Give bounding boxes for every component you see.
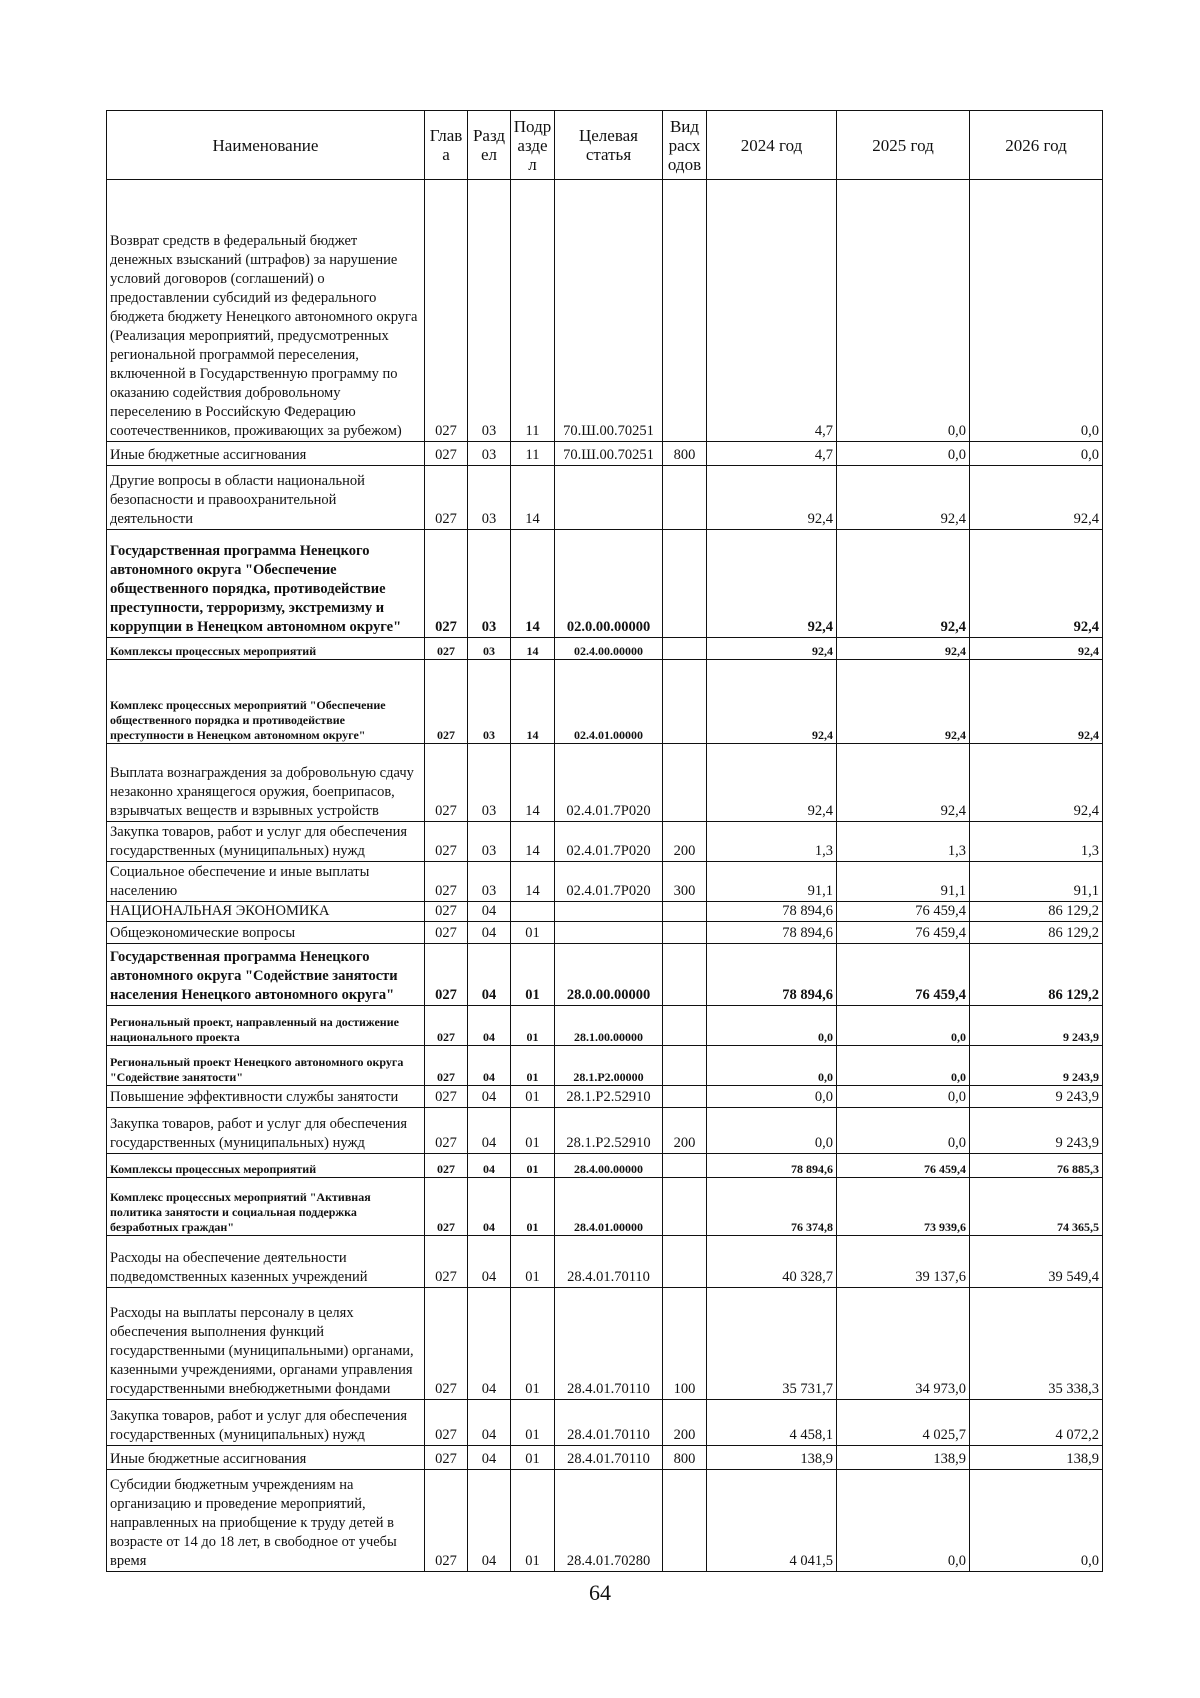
row-podrazdel: 01 [511, 1086, 555, 1108]
row-2025-value: 138,9 [837, 1446, 970, 1470]
row-podrazdel: 11 [511, 442, 555, 466]
row-2025-value: 76 459,4 [837, 902, 970, 922]
row-2024-value: 0,0 [707, 1086, 837, 1108]
row-glava: 027 [425, 822, 468, 862]
row-podrazdel: 14 [511, 466, 555, 530]
row-name: Расходы на обеспечение деятельности подведомственных казенных учреждений [107, 1236, 425, 1288]
row-2026-value: 92,4 [970, 744, 1103, 822]
table-row [107, 1154, 1103, 1178]
budget-table [106, 110, 1103, 1572]
row-2024-value: 4,7 [707, 180, 837, 442]
row-2026-value: 1,3 [970, 822, 1103, 862]
table-body [107, 180, 1103, 1572]
row-2026-value: 9 243,9 [970, 1108, 1103, 1154]
row-2024-value: 91,1 [707, 862, 837, 902]
row-name: Комплекс процессных мероприятий "Активная политика занятости и социальная поддержка безработных граждан" [107, 1178, 425, 1236]
row-2025-value: 0,0 [837, 1046, 970, 1086]
table-row [107, 1400, 1103, 1446]
row-razdel: 03 [468, 180, 511, 442]
table-row [107, 1288, 1103, 1400]
row-name: Комплекс процессных мероприятий "Обеспечение общественного порядка и противодействие преступности в Ненецком автономном округе" [107, 660, 425, 744]
row-target: 02.4.01.7Р020 [555, 862, 663, 902]
row-2025-value: 92,4 [837, 638, 970, 660]
row-2026-value: 86 129,2 [970, 922, 1103, 944]
row-glava: 027 [425, 922, 468, 944]
row-razdel: 04 [468, 1288, 511, 1400]
row-2026-value: 9 243,9 [970, 1086, 1103, 1108]
row-name: Другие вопросы в области национальной безопасности и правоохранительной деятельности [107, 466, 425, 530]
row-2026-value: 74 365,5 [970, 1178, 1103, 1236]
table-row [107, 660, 1103, 744]
row-razdel: 04 [468, 1446, 511, 1470]
row-glava: 027 [425, 1086, 468, 1108]
row-glava: 027 [425, 862, 468, 902]
row-vid [663, 1470, 707, 1572]
row-target: 70.Ш.00.70251 [555, 442, 663, 466]
row-glava: 027 [425, 1470, 468, 1572]
row-2025-value: 4 025,7 [837, 1400, 970, 1446]
row-razdel: 04 [468, 1046, 511, 1086]
table-row [107, 1108, 1103, 1154]
row-podrazdel: 01 [511, 1108, 555, 1154]
row-razdel: 03 [468, 862, 511, 902]
row-2024-value: 92,4 [707, 744, 837, 822]
header-target: Целевая статья [555, 111, 663, 180]
row-target: 28.1.Р2.00000 [555, 1046, 663, 1086]
row-glava: 027 [425, 1288, 468, 1400]
row-razdel: 04 [468, 1178, 511, 1236]
row-name: Комплексы процессных мероприятий [107, 1154, 425, 1178]
table-row [107, 944, 1103, 1006]
row-podrazdel: 01 [511, 1006, 555, 1046]
row-glava: 027 [425, 944, 468, 1006]
row-glava: 027 [425, 1178, 468, 1236]
row-name: Комплексы процессных мероприятий [107, 638, 425, 660]
row-2025-value: 92,4 [837, 530, 970, 638]
row-2024-value: 4 458,1 [707, 1400, 837, 1446]
row-vid [663, 1046, 707, 1086]
row-target: 28.1.Р2.52910 [555, 1086, 663, 1108]
row-razdel: 04 [468, 1154, 511, 1178]
row-2024-value: 138,9 [707, 1446, 837, 1470]
row-target: 28.4.01.70110 [555, 1400, 663, 1446]
row-vid: 200 [663, 1108, 707, 1154]
header-glava: Глав а [425, 111, 468, 180]
row-2024-value: 4,7 [707, 442, 837, 466]
table-row [107, 1086, 1103, 1108]
row-vid [663, 530, 707, 638]
row-target: 28.1.00.00000 [555, 1006, 663, 1046]
row-name: НАЦИОНАЛЬНАЯ ЭКОНОМИКА [107, 902, 425, 922]
row-podrazdel: 01 [511, 944, 555, 1006]
table-row [107, 1470, 1103, 1572]
row-podrazdel: 01 [511, 1046, 555, 1086]
row-razdel: 04 [468, 1236, 511, 1288]
row-razdel: 04 [468, 1006, 511, 1046]
row-target: 28.4.01.70110 [555, 1446, 663, 1470]
row-podrazdel: 14 [511, 744, 555, 822]
row-target: 28.4.01.70110 [555, 1288, 663, 1400]
row-2026-value: 92,4 [970, 660, 1103, 744]
row-podrazdel: 14 [511, 638, 555, 660]
row-2026-value: 0,0 [970, 180, 1103, 442]
row-name: Расходы на выплаты персоналу в целях обеспечения выполнения функций государственными (муниципальными) органами, казенными учреждениями, органами управления государственными внебюджетными фондами [107, 1288, 425, 1400]
table-row [107, 180, 1103, 442]
row-glava: 027 [425, 902, 468, 922]
row-vid [663, 1154, 707, 1178]
row-name: Закупка товаров, работ и услуг для обеспечения государственных (муниципальных) нужд [107, 1400, 425, 1446]
row-target: 28.4.01.00000 [555, 1178, 663, 1236]
table-row [107, 1006, 1103, 1046]
table-row [107, 902, 1103, 922]
row-2026-value: 92,4 [970, 530, 1103, 638]
row-name: Социальное обеспечение и иные выплаты населению [107, 862, 425, 902]
row-2026-value: 91,1 [970, 862, 1103, 902]
row-podrazdel: 14 [511, 530, 555, 638]
row-2026-value: 86 129,2 [970, 902, 1103, 922]
row-podrazdel: 01 [511, 1154, 555, 1178]
table-row [107, 442, 1103, 466]
row-razdel: 03 [468, 638, 511, 660]
row-target: 28.4.01.70110 [555, 1236, 663, 1288]
header-2024: 2024 год [707, 111, 837, 180]
row-2025-value: 76 459,4 [837, 1154, 970, 1178]
row-2026-value: 76 885,3 [970, 1154, 1103, 1178]
row-2024-value: 92,4 [707, 638, 837, 660]
row-glava: 027 [425, 1046, 468, 1086]
row-2024-value: 78 894,6 [707, 902, 837, 922]
row-glava: 027 [425, 660, 468, 744]
row-razdel: 04 [468, 1470, 511, 1572]
header-2026: 2026 год [970, 111, 1103, 180]
row-razdel: 03 [468, 466, 511, 530]
header-podrazdel: Подр азде л [511, 111, 555, 180]
row-2026-value: 4 072,2 [970, 1400, 1103, 1446]
table-header-row [107, 111, 1103, 180]
table-row [107, 1178, 1103, 1236]
row-razdel: 04 [468, 922, 511, 944]
row-glava: 027 [425, 744, 468, 822]
row-2025-value: 0,0 [837, 180, 970, 442]
row-2024-value: 92,4 [707, 660, 837, 744]
row-2026-value: 92,4 [970, 466, 1103, 530]
row-podrazdel: 01 [511, 1400, 555, 1446]
row-name: Государственная программа Ненецкого автономного округа "Содействие занятости населения Ненецкого автономного округа" [107, 944, 425, 1006]
row-2025-value: 39 137,6 [837, 1236, 970, 1288]
row-2025-value: 0,0 [837, 1006, 970, 1046]
row-glava: 027 [425, 180, 468, 442]
row-2026-value: 35 338,3 [970, 1288, 1103, 1400]
row-2025-value: 91,1 [837, 862, 970, 902]
row-name: Закупка товаров, работ и услуг для обеспечения государственных (муниципальных) нужд [107, 822, 425, 862]
row-vid [663, 638, 707, 660]
row-2025-value: 92,4 [837, 466, 970, 530]
row-target: 70.Ш.00.70251 [555, 180, 663, 442]
row-glava: 027 [425, 1400, 468, 1446]
row-2024-value: 78 894,6 [707, 922, 837, 944]
row-2026-value: 138,9 [970, 1446, 1103, 1470]
table-row [107, 530, 1103, 638]
row-vid [663, 1236, 707, 1288]
row-glava: 027 [425, 638, 468, 660]
row-2026-value: 0,0 [970, 442, 1103, 466]
row-vid [663, 466, 707, 530]
row-name: Иные бюджетные ассигнования [107, 442, 425, 466]
row-glava: 027 [425, 1006, 468, 1046]
row-razdel: 03 [468, 822, 511, 862]
row-target: 28.4.00.00000 [555, 1154, 663, 1178]
row-name: Общеэкономические вопросы [107, 922, 425, 944]
row-razdel: 03 [468, 530, 511, 638]
row-vid [663, 660, 707, 744]
row-target: 28.4.01.70280 [555, 1470, 663, 1572]
table-row [107, 822, 1103, 862]
row-vid [663, 944, 707, 1006]
table-row [107, 862, 1103, 902]
table-row [107, 1446, 1103, 1470]
row-2024-value: 1,3 [707, 822, 837, 862]
row-podrazdel: 11 [511, 180, 555, 442]
row-glava: 027 [425, 1154, 468, 1178]
row-podrazdel [511, 902, 555, 922]
row-2025-value: 0,0 [837, 1108, 970, 1154]
row-2024-value: 78 894,6 [707, 944, 837, 1006]
row-podrazdel: 01 [511, 922, 555, 944]
row-razdel: 03 [468, 442, 511, 466]
row-podrazdel: 14 [511, 862, 555, 902]
row-target: 02.4.00.00000 [555, 638, 663, 660]
row-name: Выплата вознаграждения за добровольную сдачу незаконно хранящегося оружия, боеприпасов, взрывчатых веществ и взрывных устройств [107, 744, 425, 822]
row-2024-value: 4 041,5 [707, 1470, 837, 1572]
row-glava: 027 [425, 466, 468, 530]
row-name: Государственная программа Ненецкого автономного округа "Обеспечение общественного порядка, противодействие преступности, терроризму, экстремизму и коррупции в Ненецком автономном округе" [107, 530, 425, 638]
row-podrazdel: 01 [511, 1288, 555, 1400]
row-2024-value: 92,4 [707, 530, 837, 638]
row-2025-value: 0,0 [837, 442, 970, 466]
row-2024-value: 76 374,8 [707, 1178, 837, 1236]
row-target [555, 902, 663, 922]
row-vid: 300 [663, 862, 707, 902]
row-2025-value: 92,4 [837, 744, 970, 822]
row-2024-value: 0,0 [707, 1108, 837, 1154]
row-vid: 200 [663, 1400, 707, 1446]
header-vid: Вид расх одов [663, 111, 707, 180]
row-target: 02.4.01.7Р020 [555, 744, 663, 822]
row-2026-value: 9 243,9 [970, 1046, 1103, 1086]
row-target: 02.4.01.00000 [555, 660, 663, 744]
row-razdel: 04 [468, 1086, 511, 1108]
row-name: Закупка товаров, работ и услуг для обеспечения государственных (муниципальных) нужд [107, 1108, 425, 1154]
row-razdel: 03 [468, 660, 511, 744]
row-podrazdel: 01 [511, 1178, 555, 1236]
row-podrazdel: 14 [511, 822, 555, 862]
row-razdel: 04 [468, 902, 511, 922]
row-2024-value: 78 894,6 [707, 1154, 837, 1178]
row-razdel: 04 [468, 944, 511, 1006]
row-podrazdel: 01 [511, 1236, 555, 1288]
row-glava: 027 [425, 1446, 468, 1470]
row-vid [663, 922, 707, 944]
row-glava: 027 [425, 442, 468, 466]
row-2025-value: 0,0 [837, 1086, 970, 1108]
row-2024-value: 0,0 [707, 1006, 837, 1046]
row-vid [663, 1006, 707, 1046]
table-row [107, 922, 1103, 944]
row-vid: 100 [663, 1288, 707, 1400]
header-name: Наименование [107, 111, 425, 180]
row-name: Субсидии бюджетным учреждениям на организацию и проведение мероприятий, направленных на приобщение к труду детей в возрасте от 14 до 18 лет, в свободное от учебы время [107, 1470, 425, 1572]
row-vid: 200 [663, 822, 707, 862]
row-target [555, 922, 663, 944]
row-2026-value: 92,4 [970, 638, 1103, 660]
row-name: Повышение эффективности службы занятости [107, 1086, 425, 1108]
row-vid [663, 180, 707, 442]
row-2026-value: 9 243,9 [970, 1006, 1103, 1046]
row-2025-value: 76 459,4 [837, 922, 970, 944]
row-2025-value: 92,4 [837, 660, 970, 744]
row-2026-value: 39 549,4 [970, 1236, 1103, 1288]
row-2025-value: 73 939,6 [837, 1178, 970, 1236]
row-target: 02.4.01.7Р020 [555, 822, 663, 862]
header-2025: 2025 год [837, 111, 970, 180]
row-vid [663, 1178, 707, 1236]
row-vid: 800 [663, 442, 707, 466]
row-2025-value: 1,3 [837, 822, 970, 862]
row-2024-value: 0,0 [707, 1046, 837, 1086]
row-name: Возврат средств в федеральный бюджет денежных взысканий (штрафов) за нарушение условий договоров (соглашений) о предоставлении субсидий из федерального бюджета бюджету Ненецкого автономного округа (Реализация мероприятий, предусмотренных региональной программой переселения, включенной в Государственную программу по оказанию содействия добровольному переселению в Российскую Федерацию соотечественников, проживающих за рубежом) [107, 180, 425, 442]
row-2026-value: 86 129,2 [970, 944, 1103, 1006]
row-name: Иные бюджетные ассигнования [107, 1446, 425, 1470]
row-target [555, 466, 663, 530]
row-target: 28.1.Р2.52910 [555, 1108, 663, 1154]
row-podrazdel: 14 [511, 660, 555, 744]
table-row [107, 1046, 1103, 1086]
row-2024-value: 35 731,7 [707, 1288, 837, 1400]
row-2026-value: 0,0 [970, 1470, 1103, 1572]
row-podrazdel: 01 [511, 1470, 555, 1572]
page-number: 64 [589, 1580, 611, 1605]
row-2024-value: 40 328,7 [707, 1236, 837, 1288]
table-row [107, 466, 1103, 530]
row-name: Региональный проект Ненецкого автономного округа "Содействие занятости" [107, 1046, 425, 1086]
row-vid: 800 [663, 1446, 707, 1470]
table-row [107, 638, 1103, 660]
row-vid [663, 1086, 707, 1108]
row-2025-value: 76 459,4 [837, 944, 970, 1006]
row-target: 28.0.00.00000 [555, 944, 663, 1006]
row-glava: 027 [425, 1236, 468, 1288]
header-razdel: Разд ел [468, 111, 511, 180]
row-2025-value: 0,0 [837, 1470, 970, 1572]
row-razdel: 04 [468, 1108, 511, 1154]
table-row [107, 1236, 1103, 1288]
row-vid [663, 902, 707, 922]
row-glava: 027 [425, 1108, 468, 1154]
row-2024-value: 92,4 [707, 466, 837, 530]
row-podrazdel: 01 [511, 1446, 555, 1470]
row-name: Региональный проект, направленный на достижение национального проекта [107, 1006, 425, 1046]
row-razdel: 04 [468, 1400, 511, 1446]
row-razdel: 03 [468, 744, 511, 822]
row-target: 02.0.00.00000 [555, 530, 663, 638]
table-row [107, 744, 1103, 822]
row-glava: 027 [425, 530, 468, 638]
row-vid [663, 744, 707, 822]
row-2025-value: 34 973,0 [837, 1288, 970, 1400]
